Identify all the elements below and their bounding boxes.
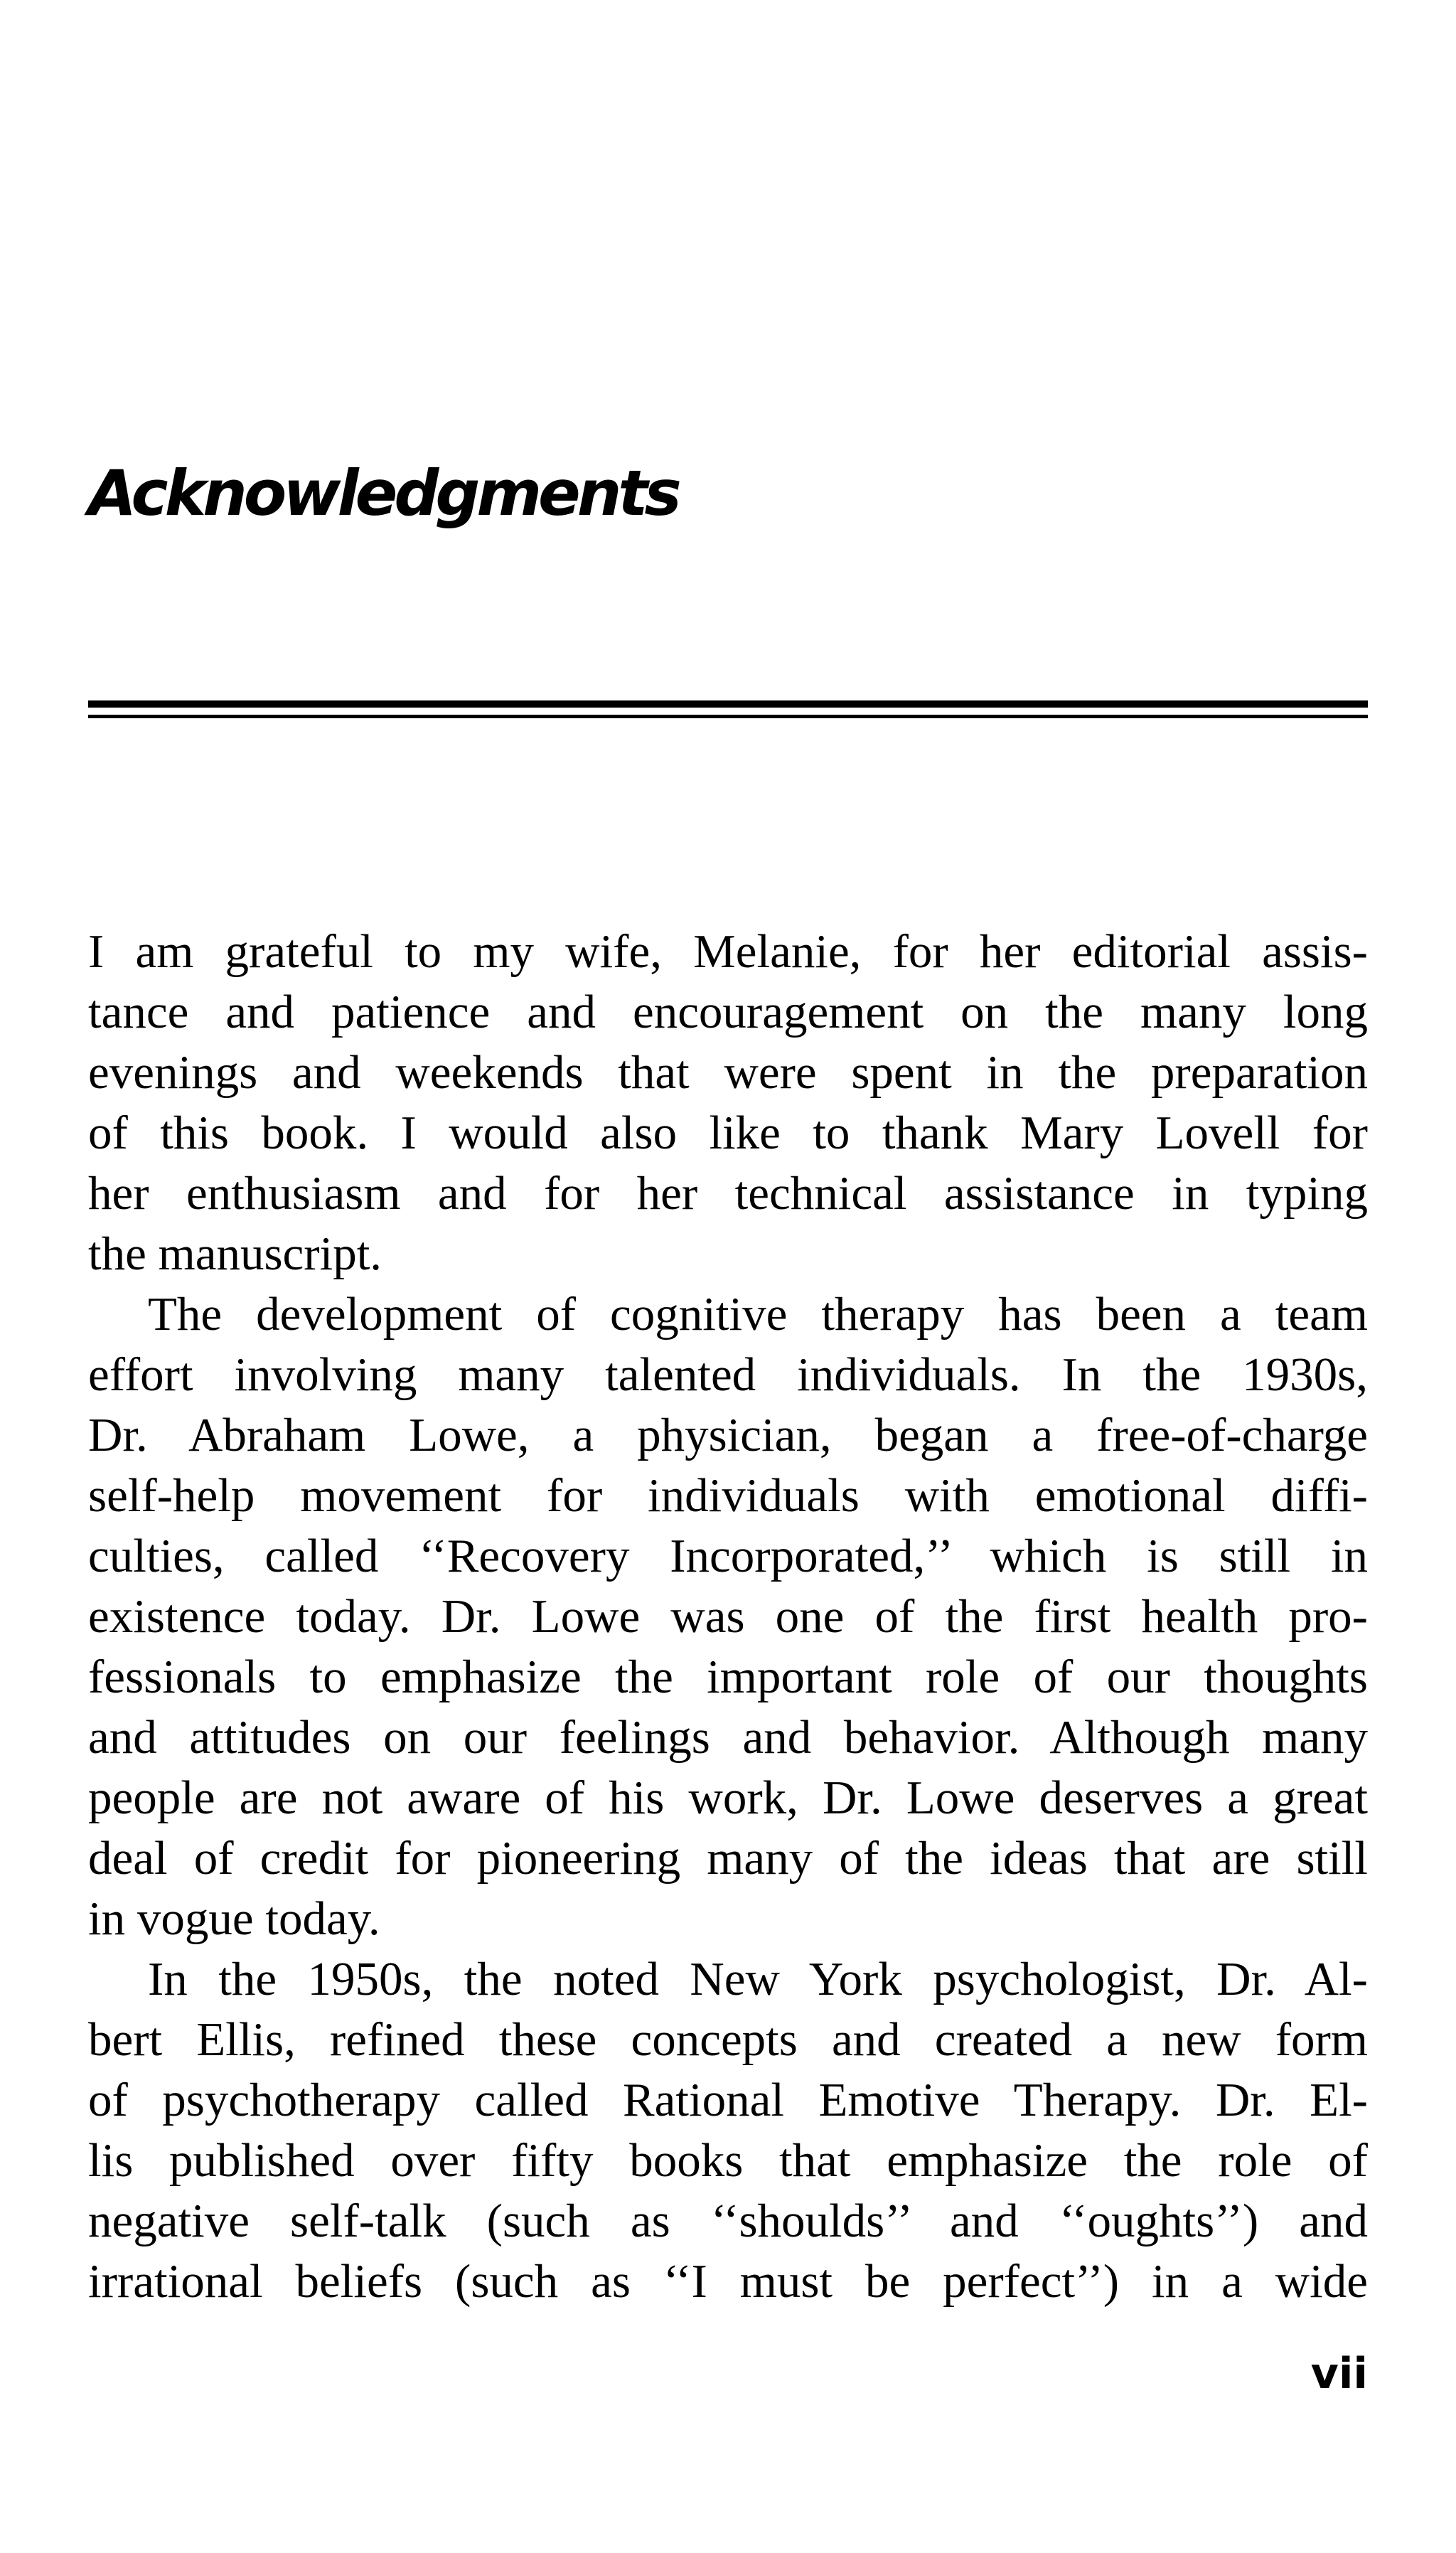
text-line: the manuscript. xyxy=(88,1227,382,1280)
text-line: in vogue today. xyxy=(88,1892,380,1945)
text-line: effort involving many talented individuals. In the 1930s, xyxy=(88,1348,1368,1401)
page-heading: Acknowledgments xyxy=(88,457,678,530)
text-line: Dr. Abraham Lowe, a physician, began a free-of-charge xyxy=(88,1409,1368,1461)
paragraph-3 xyxy=(88,1949,1368,2312)
text-line: In the 1950s, the noted New York psychologist, Dr. Al- xyxy=(148,1953,1368,2005)
text-line: people are not aware of his work, Dr. Lowe deserves a great xyxy=(88,1771,1368,1824)
text-line: The development of cognitive therapy has been a team xyxy=(148,1288,1368,1341)
text-line: culties, called ‘‘Recovery Incorporated,’’ which is still in xyxy=(88,1530,1368,1582)
text-line: existence today. Dr. Lowe was one of the first health pro- xyxy=(88,1590,1368,1643)
heading-rule-thick xyxy=(88,700,1368,708)
text-line: negative self-talk (such as ‘‘shoulds’’ and ‘‘oughts’’) and xyxy=(88,2195,1368,2247)
text-line: I am grateful to my wife, Melanie, for her editorial assis- xyxy=(88,925,1368,978)
text-line: and attitudes on our feelings and behavior. Although many xyxy=(88,1711,1368,1764)
text-line: of this book. I would also like to thank Mary Lovell for xyxy=(88,1107,1368,1159)
paragraph-1 xyxy=(88,922,1368,1284)
text-line: tance and patience and encouragement on the many long xyxy=(88,986,1368,1038)
body-text xyxy=(88,922,1368,2312)
text-line: irrational beliefs (such as ‘‘I must be perfect’’) in a wide xyxy=(88,2255,1368,2308)
page-number: vii xyxy=(1310,2349,1368,2399)
heading-rule-thin xyxy=(88,715,1368,718)
text-line: self-help movement for individuals with emotional diffi- xyxy=(88,1469,1368,1522)
text-line: of psychotherapy called Rational Emotive Therapy. Dr. El- xyxy=(88,2074,1368,2126)
text-line: deal of credit for pioneering many of the ideas that are still xyxy=(88,1832,1368,1885)
text-line: her enthusiasm and for her technical assistance in typing xyxy=(88,1167,1368,1220)
text-line: fessionals to emphasize the important role of our thoughts xyxy=(88,1651,1368,1703)
text-line: evenings and weekends that were spent in the preparation xyxy=(88,1046,1368,1099)
paragraph-2 xyxy=(88,1284,1368,1949)
text-line: bert Ellis, refined these concepts and created a new form xyxy=(88,2013,1368,2066)
text-line: lis published over fifty books that emphasize the role of xyxy=(88,2134,1368,2187)
